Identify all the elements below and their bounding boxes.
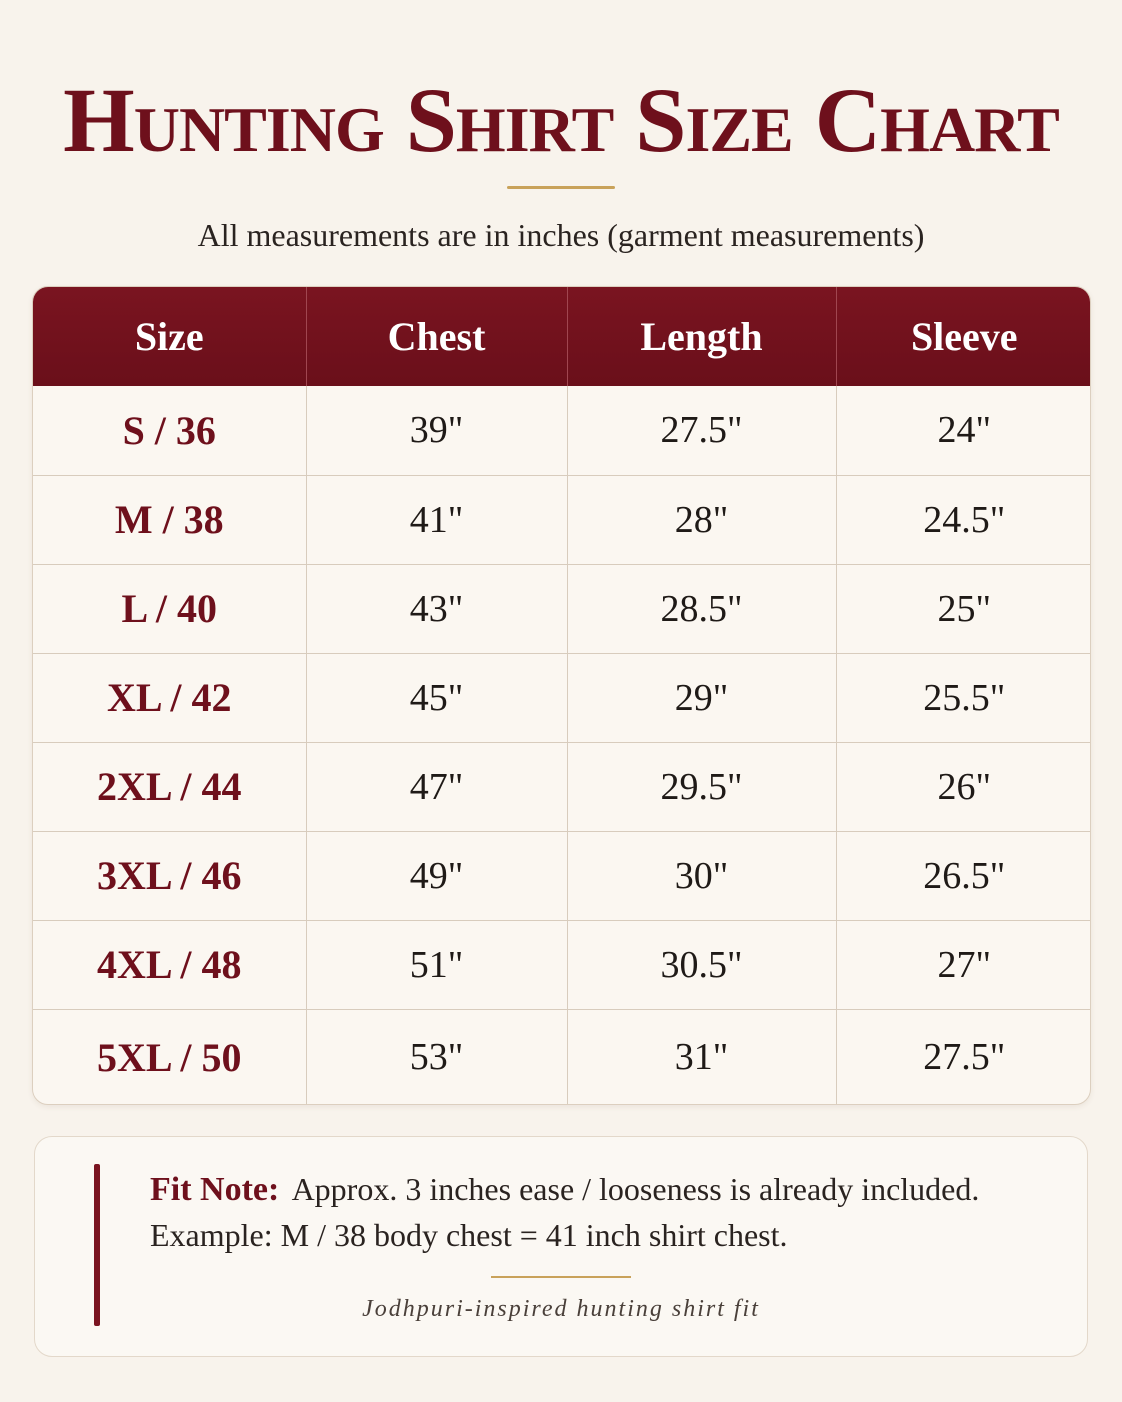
chest-cell: 43"	[306, 564, 567, 653]
sleeve-cell: 24"	[836, 386, 1091, 475]
length-cell: 30.5"	[567, 920, 836, 1009]
note-divider	[491, 1276, 631, 1278]
length-cell: 27.5"	[567, 386, 836, 475]
chest-cell: 49"	[306, 831, 567, 920]
chest-cell: 39"	[306, 386, 567, 475]
tagline: Jodhpuri-inspired hunting shirt fit	[362, 1296, 760, 1322]
fit-note-text-1: Approx. 3 inches ease / looseness is already included.	[291, 1171, 980, 1207]
header-chest: Chest	[306, 287, 567, 386]
table-header-row	[33, 287, 1091, 386]
size-cell: 2XL / 44	[33, 742, 306, 831]
length-cell: 30"	[567, 831, 836, 920]
length-cell: 28"	[567, 475, 836, 564]
chest-cell: 53"	[306, 1009, 567, 1105]
sleeve-cell: 27"	[836, 920, 1091, 1009]
table-row	[33, 475, 1091, 564]
size-cell: M / 38	[33, 475, 306, 564]
chest-cell: 47"	[306, 742, 567, 831]
page-subtitle: All measurements are in inches (garment measurements)	[197, 217, 925, 253]
page-title: Hunting Shirt Size Chart	[63, 69, 1059, 171]
sleeve-cell: 25"	[836, 564, 1091, 653]
size-cell: XL / 42	[33, 653, 306, 742]
length-cell: 31"	[567, 1009, 836, 1105]
sleeve-cell: 26.5"	[836, 831, 1091, 920]
fit-note-line-1	[150, 1168, 1070, 1211]
table-row	[33, 653, 1091, 742]
table-row	[33, 1009, 1091, 1105]
table-row	[33, 920, 1091, 1009]
sleeve-cell: 25.5"	[836, 653, 1091, 742]
table-row	[33, 386, 1091, 475]
header-length: Length	[567, 287, 836, 386]
size-cell: 5XL / 50	[33, 1009, 306, 1105]
fit-note-line-2: Example: M / 38 body chest = 41 inch shirt chest.	[150, 1217, 788, 1253]
size-cell: 3XL / 46	[33, 831, 306, 920]
size-table	[33, 287, 1091, 1105]
sleeve-cell: 24.5"	[836, 475, 1091, 564]
table-row	[33, 742, 1091, 831]
size-cell: 4XL / 48	[33, 920, 306, 1009]
chest-cell: 51"	[306, 920, 567, 1009]
title-divider	[507, 186, 615, 189]
sleeve-cell: 26"	[836, 742, 1091, 831]
chest-cell: 41"	[306, 475, 567, 564]
header-sleeve: Sleeve	[836, 287, 1091, 386]
table-row	[33, 564, 1091, 653]
fit-note-label: Fit Note:	[150, 1171, 280, 1208]
length-cell: 28.5"	[567, 564, 836, 653]
table-row	[33, 831, 1091, 920]
header-size: Size	[33, 287, 306, 386]
length-cell: 29.5"	[567, 742, 836, 831]
size-cell: S / 36	[33, 386, 306, 475]
size-cell: L / 40	[33, 564, 306, 653]
size-table-container	[32, 286, 1091, 1105]
chest-cell: 45"	[306, 653, 567, 742]
sleeve-cell: 27.5"	[923, 1036, 1006, 1079]
length-cell: 29"	[567, 653, 836, 742]
